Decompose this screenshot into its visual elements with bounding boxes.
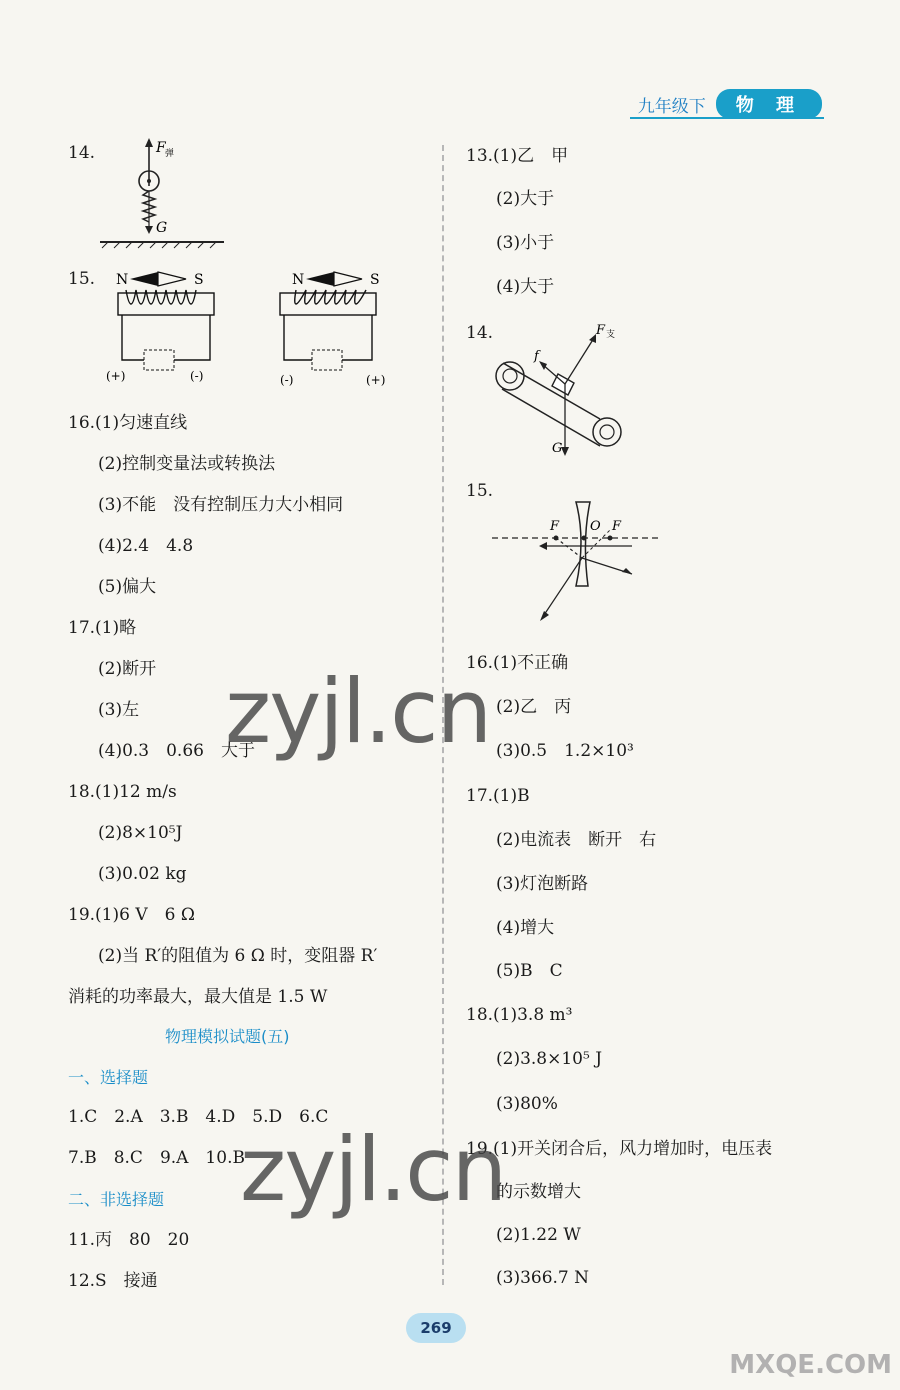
left-q18-1: 18.(1)12 m/s <box>68 782 177 802</box>
left-q17-2: (2)断开 <box>98 659 157 679</box>
page-header <box>638 88 822 120</box>
watermark-1: zyjl.cn <box>225 660 491 763</box>
right-q18-1: 18.(1)3.8 m³ <box>466 1005 573 1025</box>
right-q18-2: (2)3.8×10⁵ J <box>496 1049 603 1069</box>
right-q15-number: 15. <box>466 481 494 501</box>
gravity-label-right: G <box>552 441 563 456</box>
left-q14-number: 14. <box>68 143 96 163</box>
right-q18-3: (3)80% <box>496 1094 558 1114</box>
left-q18-3: (3)0.02 kg <box>98 864 187 884</box>
mc-row-2: 7.B 8.C 9.A 10.B <box>68 1148 245 1168</box>
right-q13-4: (4)大于 <box>496 277 555 297</box>
needle-s-label-1: S <box>194 272 204 288</box>
header-underline <box>630 117 824 119</box>
right-q16-2: (2)乙 丙 <box>496 697 572 717</box>
terminal-plus-1: (+) <box>106 369 126 383</box>
terminal-minus-2: (-) <box>280 373 294 387</box>
left-q11: 11.丙 80 20 <box>68 1230 190 1250</box>
page-number: 269 <box>406 1313 466 1343</box>
left-q19-1: 19.(1)6 V 6 Ω <box>68 905 195 925</box>
needle-n-label-2: N <box>292 272 305 288</box>
section-2-title: 二、非选择题 <box>68 1190 165 1209</box>
right-q19-3: (2)1.22 W <box>496 1225 581 1245</box>
left-q16-2: (2)控制变量法或转换法 <box>98 454 276 474</box>
right-q19-2: 的示数增大 <box>496 1182 581 1202</box>
right-q13-2: (2)大于 <box>496 189 555 209</box>
support-force-label: F <box>596 323 606 338</box>
right-q16-1: 16.(1)不正确 <box>466 653 569 673</box>
right-q14-diagram <box>492 320 632 460</box>
grade-label: 九年级下 <box>637 96 706 117</box>
left-q16-5: (5)偏大 <box>98 577 157 597</box>
left-q17-4: (4)0.3 0.66 大于 <box>98 741 255 761</box>
friction-label: f <box>534 349 539 364</box>
right-q17-5: (5)B C <box>496 961 563 981</box>
left-q17-3: (3)左 <box>98 700 140 720</box>
watermark-3: MXQE.COM <box>729 1350 892 1380</box>
left-q12: 12.S 接通 <box>68 1271 158 1291</box>
terminal-plus-2: (+) <box>366 373 386 387</box>
right-q15-diagram <box>492 500 672 625</box>
focus-left-label: F <box>550 519 560 534</box>
right-q17-3: (3)灯泡断路 <box>496 874 589 894</box>
exam-title: 物理模拟试题(五) <box>165 1027 290 1046</box>
optical-center-label: O <box>590 519 601 534</box>
left-q16-1: 16.(1)匀速直线 <box>68 413 188 433</box>
right-q16-3: (3)0.5 1.2×10³ <box>496 741 634 761</box>
mc-row-1: 1.C 2.A 3.B 4.D 5.D 6.C <box>68 1107 329 1127</box>
left-q19-2: (2)当 R′的阻值为 6 Ω 时，变阻器 R′ <box>98 946 378 966</box>
needle-n-label-1: N <box>116 272 129 288</box>
left-q17-1: 17.(1)略 <box>68 618 137 638</box>
left-q15-diagram <box>100 268 400 390</box>
spring-force-label: F <box>156 140 166 156</box>
left-q18-2: (2)8×10⁵J <box>98 823 183 843</box>
left-q19-3: 消耗的功率最大，最大值是 1.5 W <box>68 987 328 1007</box>
right-q17-1: 17.(1)B <box>466 786 530 806</box>
left-q16-4: (4)2.4 4.8 <box>98 536 194 556</box>
right-q19-1: 19.(1)开关闭合后，风力增加时，电压表 <box>466 1139 773 1159</box>
right-q13-3: (3)小于 <box>496 233 555 253</box>
needle-s-label-2: S <box>370 272 380 288</box>
right-q19-4: (3)366.7 N <box>496 1268 590 1288</box>
focus-right-label: F <box>612 519 622 534</box>
watermark-2: zyjl.cn <box>240 1118 506 1221</box>
spring-force-sub: 弹 <box>165 149 175 159</box>
terminal-minus-1: (-) <box>190 369 204 383</box>
left-q16-3: (3)不能 没有控制压力大小相同 <box>98 495 344 515</box>
support-force-sub: 支 <box>606 330 616 340</box>
gravity-label: G <box>156 220 168 236</box>
left-q15-number: 15. <box>68 269 96 289</box>
right-q17-2: (2)电流表 断开 右 <box>496 830 657 850</box>
left-q14-diagram <box>98 138 228 250</box>
section-1-title: 一、选择题 <box>68 1068 149 1087</box>
subject-badge: 物 理 <box>716 89 822 119</box>
right-q13-1: 13.(1)乙 甲 <box>466 146 569 166</box>
right-q14-number: 14. <box>466 323 494 343</box>
right-q17-4: (4)增大 <box>496 918 555 938</box>
